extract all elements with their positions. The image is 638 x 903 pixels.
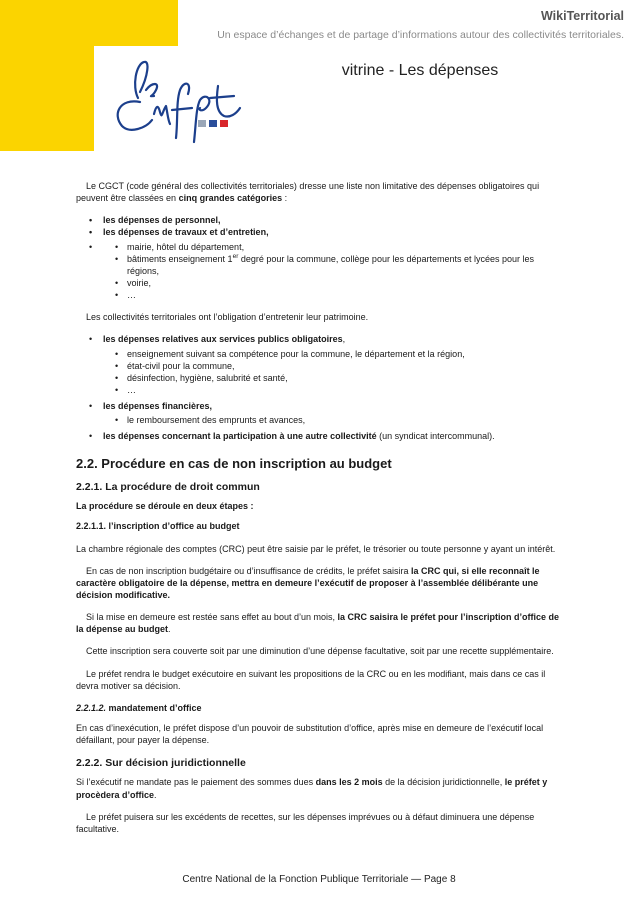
heading-number: 2.2.1.2. — [76, 702, 107, 713]
article-body — [76, 180, 566, 845]
paragraph-text: . — [154, 789, 157, 800]
page-footer: Centre National de la Fonction Publique Territoriale — Page 8 — [182, 874, 456, 885]
paragraph-text: En cas de non inscription budgétaire ou d’insuffisance de crédits, le préfet saisira — [86, 565, 412, 576]
list-text: les dépenses financières, — [103, 401, 213, 412]
site-subtitle: Un espace d’échanges et de partage d’informations autour des collectivités territoriales. — [217, 29, 624, 41]
logo-square-grey — [198, 120, 206, 127]
list-item: • état-civil pour la commune, — [103, 360, 566, 372]
paragraph: La chambre régionale des comptes (CRC) peut être saisie par le préfet, le trésorier ou toute personne y ayant un intérêt. — [76, 543, 556, 554]
paragraph — [76, 611, 566, 635]
paragraph-text: de la décision juridictionnelle, — [382, 777, 505, 788]
paragraph-bold: le préfet y procèdera d’office — [76, 777, 548, 800]
public-services-sublist — [103, 348, 566, 397]
cnfpt-logo — [106, 50, 246, 148]
maintenance-sublist — [103, 241, 566, 302]
paragraph-text: Si l’exécutif ne mandate pas le paiement des sommes dues — [76, 777, 316, 788]
subsection-heading: 2.2.1. La procédure de droit commun — [76, 481, 260, 494]
sub-subsection-heading: 2.2.1.1. l’inscription d’office au budget — [76, 521, 240, 532]
list-item: • voirie, — [103, 277, 566, 289]
intro-bold: cinq grandes catégories — [178, 193, 283, 204]
list-item: • le remboursement des emprunts et avances, — [103, 414, 566, 426]
paragraph — [76, 776, 566, 800]
list-item: • les dépenses de personnel, — [76, 214, 566, 226]
list-text: (un syndicat intercommunal). — [376, 431, 495, 442]
list-item: • désinfection, hygiène, salubrité et santé, — [103, 372, 566, 384]
list-text: bâtiments enseignement 1 — [127, 253, 233, 264]
paragraph-bold: dans les 2 mois — [315, 777, 383, 788]
paragraph-text: Si la mise en demeure est restée sans effet au bout d’un mois, — [86, 612, 338, 623]
paragraph: Le préfet rendra le budget exécutoire en suivant les propositions de la CRC ou en les modifiant, mais dans ce cas il devra motiver sa décision. — [76, 668, 546, 691]
paragraph — [76, 565, 566, 601]
subsection-heading: 2.2.2. Sur décision juridictionnelle — [76, 757, 246, 770]
page-title: vitrine - Les dépenses — [341, 62, 499, 79]
list-item — [103, 253, 566, 277]
intro-end: : — [282, 193, 288, 204]
site-title: WikiTerritorial — [540, 9, 624, 23]
list-item: • enseignement suivant sa compétence pour la commune, le département et la région, — [103, 348, 566, 360]
list-item — [76, 333, 566, 396]
list-text: degré pour la commune, collège pour les départements et lycées pour les régions, — [127, 253, 535, 276]
list-text: les dépenses relatives aux services publics obligatoires — [103, 334, 343, 345]
list-item: • … — [103, 384, 566, 396]
paragraph-bold: la CRC qui, si elle reconnaît le caractère obligatoire de la dépense, mettra en demeure l’exécutif de proposer à l’assemblée délibérante une décision modificative. — [76, 565, 540, 600]
list-text: , — [342, 334, 346, 345]
paragraph-bold: la CRC saisira le préfet pour l’inscription d’office de la dépense au budget — [76, 612, 560, 635]
intro-paragraph — [76, 180, 566, 204]
intro-text: Le CGCT (code général des collectivités territoriales) dresse une liste non limitative des dépenses obligatoires qui peuvent être classées en — [76, 181, 540, 204]
expense-categories-list-1 — [76, 214, 566, 301]
list-item — [76, 430, 566, 442]
list-item: • • mairie, hôtel du département, — [103, 241, 566, 253]
sub-subsection-heading — [76, 702, 566, 714]
paragraph-text: . — [168, 624, 171, 635]
heading-text: mandatement d’office — [106, 702, 202, 713]
paragraph: En cas d’inexécution, le préfet dispose d’un pouvoir de substitution d’office, après mise en demeure de l’exécutif local défaillant, pour payer la dépense. — [76, 722, 544, 746]
paragraph: Cette inscription sera couverte soit par une diminution d’une dépense facultative, soit par une recette supplémentaire. — [86, 646, 554, 657]
paragraph: Les collectivités territoriales ont l’obligation d’entretenir leur patrimoine. — [86, 312, 369, 323]
superscript: er — [232, 252, 239, 260]
paragraph: Le préfet puisera sur les excédents de recettes, sur les dépenses imprévues ou à défaut diminuera une dépense facultative. — [76, 811, 535, 834]
list-item — [76, 241, 566, 302]
financial-sublist — [103, 414, 566, 426]
section-heading: 2.2. Procédure en cas de non inscription au budget — [76, 455, 392, 471]
logo-square-red — [220, 120, 228, 127]
expense-categories-list-2 — [76, 333, 566, 442]
logo-square-blue — [209, 120, 217, 127]
list-item: • les dépenses de travaux et d’entretien, — [76, 226, 566, 238]
list-item: • … — [103, 289, 566, 301]
list-item — [76, 400, 566, 426]
procedure-heading: La procédure se déroule en deux étapes : — [76, 501, 254, 512]
list-text: les dépenses concernant la participation à une autre collectivité — [103, 431, 377, 442]
